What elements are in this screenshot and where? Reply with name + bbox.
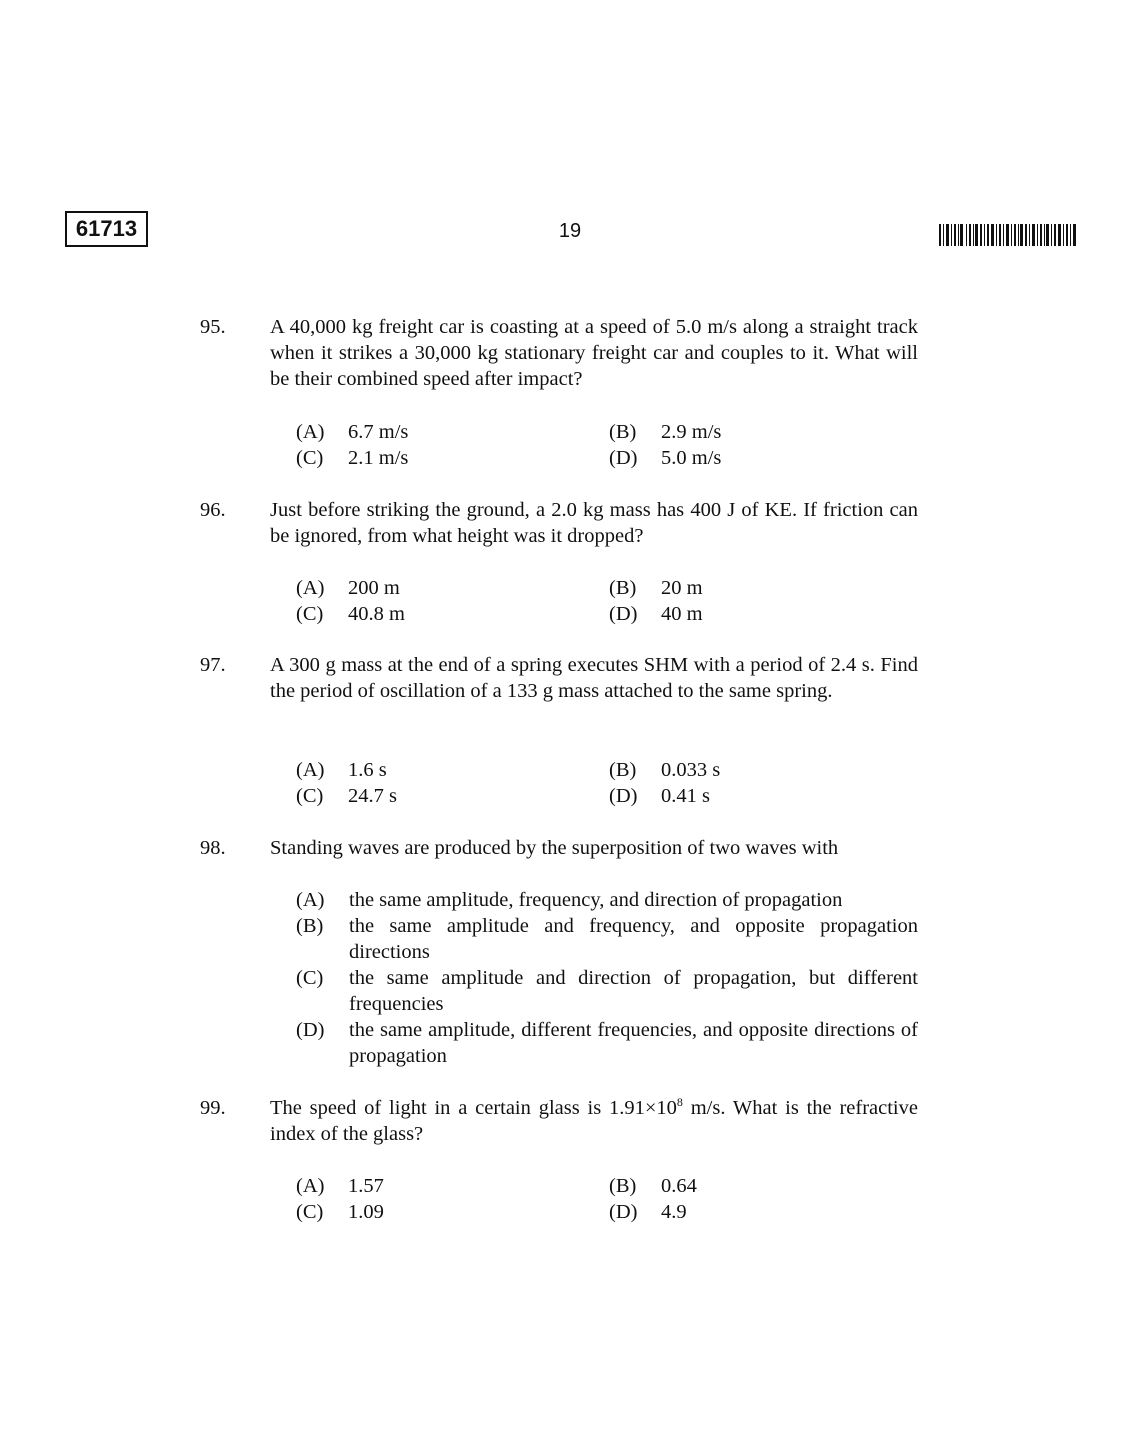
barcode — [939, 224, 1076, 246]
question-text: Just before striking the ground, a 2.0 kg mass has 400 J of KE. If friction can be ignored, from what height was it dropped? — [270, 499, 918, 547]
paper-code: 61713 — [65, 211, 148, 247]
option-b: (B) the same amplitude and frequency, and opposite propagation directions — [296, 915, 918, 963]
option-d: (D) the same amplitude, different frequencies, and opposite directions of propagation — [296, 1019, 918, 1067]
option-d: (D) 40 m — [609, 603, 703, 625]
option-b: (B) 0.033 s — [609, 759, 721, 781]
option-a: (A) 1.6 s — [296, 759, 387, 781]
question-number: 96. — [200, 499, 226, 521]
option-b: (B) 0.64 — [609, 1175, 697, 1197]
option-d: (D) 0.41 s — [609, 785, 710, 807]
option-c: (C) 40.8 m — [296, 603, 405, 625]
question-text: The speed of light in a certain glass is $1.91\times 10^8$ m/s. What is the refractive index of the glass? — [270, 1095, 918, 1145]
question-number: 99. — [200, 1097, 226, 1119]
question-text: A 40,000 kg freight car is coasting at a speed of 5.0 m/s along a straight track when it strikes a 30,000 kg stationary freight car and couples to it. What will be their combined speed after impact? — [270, 316, 918, 390]
question-number: 98. — [200, 837, 226, 859]
option-d: (D) 4.9 — [609, 1201, 687, 1223]
option-a: (A) 200 m — [296, 577, 400, 599]
option-c: (C) 1.09 — [296, 1201, 384, 1223]
option-c: (C) 24.7 s — [296, 785, 397, 807]
option-c: (C) 2.1 m/s — [296, 447, 409, 469]
page-number: 19 — [558, 220, 582, 242]
question-text: Standing waves are produced by the superposition of two waves with — [270, 837, 839, 859]
option-d: (D) 5.0 m/s — [609, 447, 722, 469]
question-text: A 300 g mass at the end of a spring executes SHM with a period of 2.4 s. Find the period of oscillation of a 133 g mass attached to the same spring. — [270, 654, 918, 702]
option-b: (B) 20 m — [609, 577, 703, 599]
option-a: (A) 1.57 — [296, 1175, 384, 1197]
exponent: 8 — [676, 1095, 683, 1110]
question-number: 95. — [200, 316, 226, 338]
question-number: 97. — [200, 654, 226, 676]
option-a: (A) 6.7 m/s — [296, 421, 409, 443]
option-c: (C) the same amplitude and direction of propagation, but different frequencies — [296, 967, 918, 1015]
option-a: (A) the same amplitude, frequency, and direction of propagation — [296, 889, 843, 911]
option-b: (B) 2.9 m/s — [609, 421, 722, 443]
